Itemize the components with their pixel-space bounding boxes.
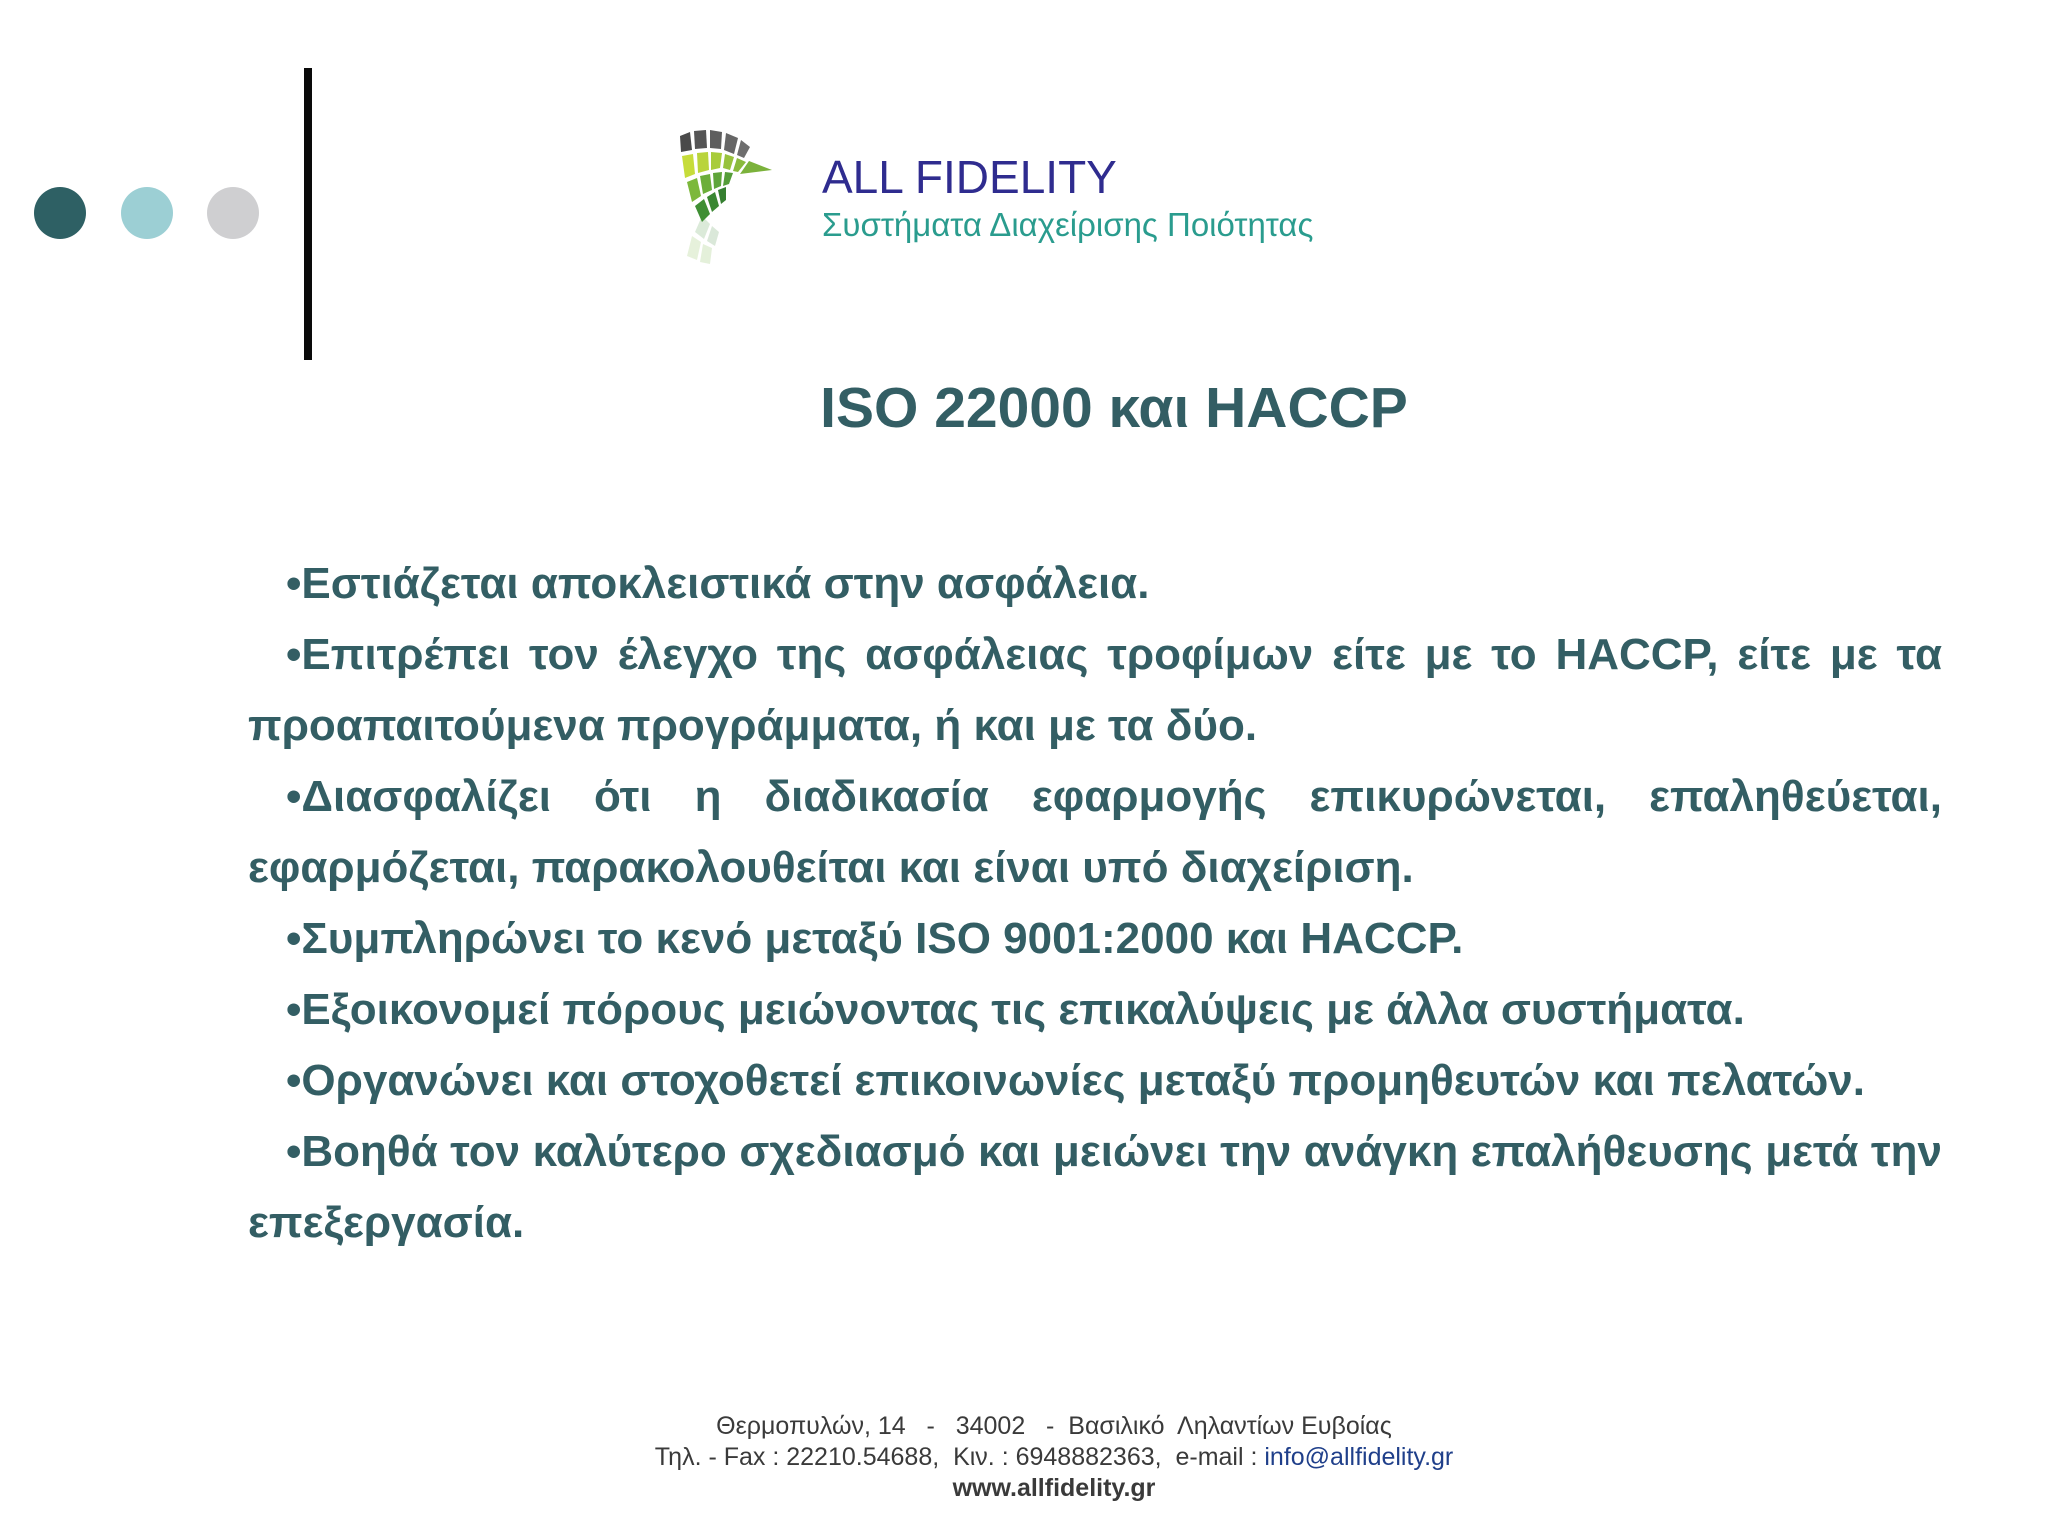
footer-address: Θερμοπυλών, 14 - 34002 - Βασιλικό Ληλαντίων Ευβοίας [716,1412,1392,1440]
logo-icon [676,128,796,278]
brand-tagline: Συστήματα Διαχείρισης Ποιότητας [822,206,1314,243]
bullet-item: •Διασφαλίζει ότι η διαδικασία εφαρμογής επικυρώνεται, επαληθεύεται, εφαρμόζεται, παρακολουθείται και είναι υπό διαχείριση. [248,772,1942,892]
footer-contact-text: Τηλ. - Fax : 22210.54688, Κιν. : 6948882363, e-mail : [654,1443,1265,1471]
footer-website-link[interactable]: www.allfidelity.gr [952,1474,1156,1502]
bullet-item: •Οργανώνει και στοχοθετεί επικοινωνίες μεταξύ προμηθευτών και πελατών. [286,1056,1865,1105]
footer-contact [0,1443,2048,1472]
decor-dot-light [121,187,173,239]
brand-name: ALL FIDELITY [822,151,1117,203]
bullet-item: •Επιτρέπει τον έλεγχο της ασφάλειας τροφίμων είτε με το HACCP, είτε με τα προαπαιτούμενα προγράμματα, ή και με τα δύο. [248,630,1942,750]
bullet-item: •Βοηθά τον καλύτερο σχεδιασμό και μειώνει την ανάγκη επαλήθευσης μετά την επεξεργασία. [248,1127,1942,1247]
bullet-item: •Συμπληρώνει το κενό μεταξύ ISO 9001:2000 και HACCP. [286,914,1464,963]
decor-dot-dark [34,187,86,239]
decor-dot-grey [207,187,259,239]
bullet-item: •Εξοικονομεί πόρους μειώνοντας τις επικαλύψεις με άλλα συστήματα. [286,985,1745,1034]
bullet-list [248,548,1942,1258]
footer-email-link[interactable]: info@allfidelity.gr [1264,1443,1454,1471]
bullet-item: •Εστιάζεται αποκλειστικά στην ασφάλεια. [286,559,1150,608]
slide-title: ISO 22000 και HACCP [820,376,1408,440]
decor-vertical-line [304,68,312,360]
